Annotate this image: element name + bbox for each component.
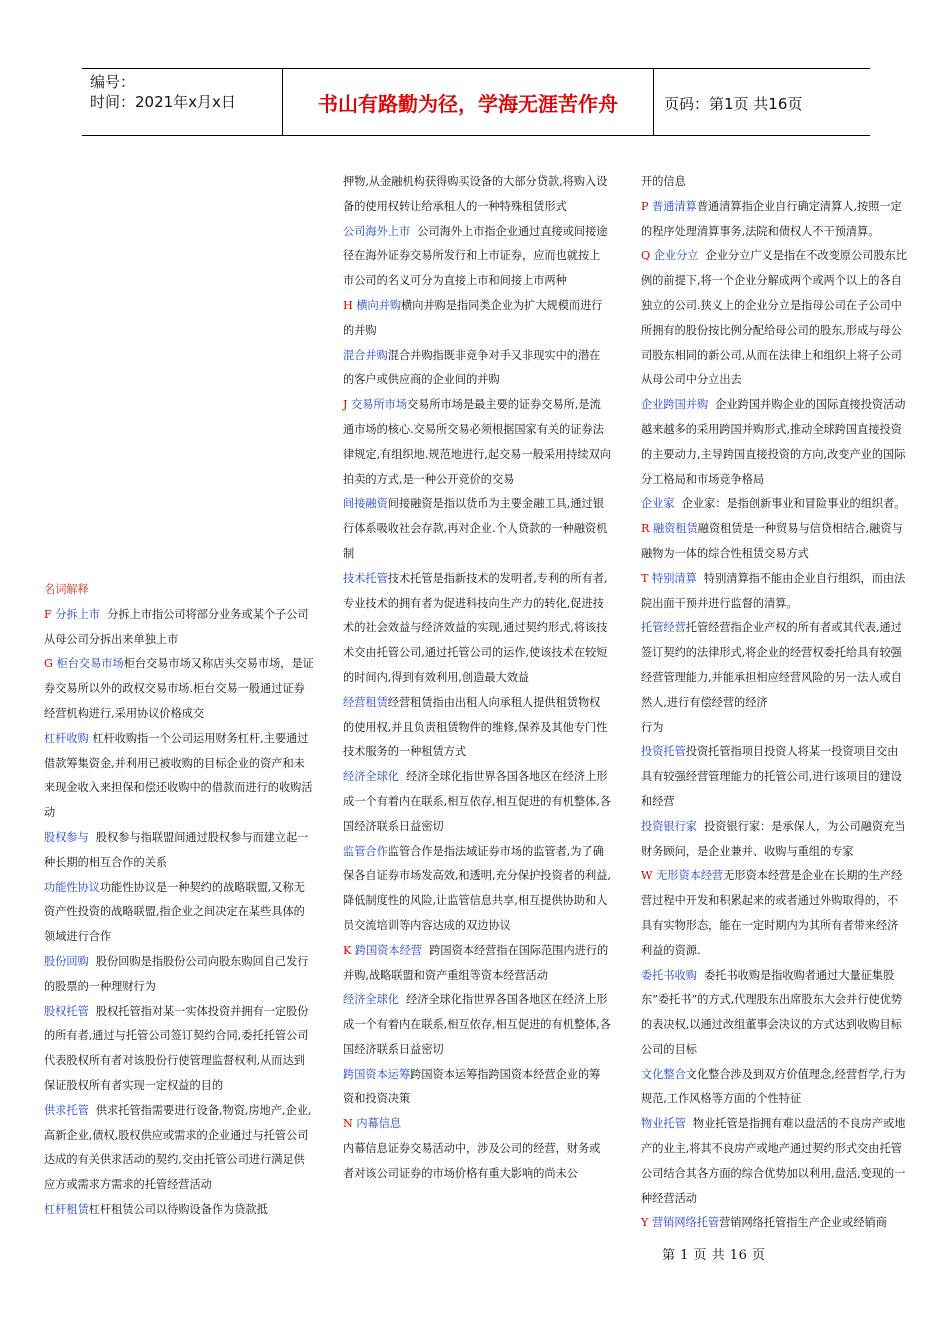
glossary-entry — [44, 603, 314, 653]
glossary-term: 混合并购 — [343, 348, 388, 362]
glossary-term: 杠杆租赁 — [44, 1202, 89, 1216]
glossary-definition: 投资托管指项目投资人将某一投资项目交由具有较强经营管理能力的托管公司,进行该项目的建设和经营 — [641, 745, 902, 808]
text-column-left — [44, 578, 314, 1223]
glossary-definition: 技术托管是指新技术的发明者,专利的所有者,专业技术的拥有者为促进科技向生产力的转化,促进技术的社会效益与经济效益的实现,通过契约形式,将该技术交由托管公司,通过托管公司的运作,使该技术在较短的时间内,得到有效利用,创造最大效益 — [343, 571, 608, 684]
glossary-definition: 特别清算指不能由企业自行组织，而由法院出面干预并进行监督的清算。 — [641, 571, 906, 610]
glossary-term: 股权参与 — [44, 830, 89, 844]
index-letter: R — [641, 522, 650, 536]
glossary-term: 技术托管 — [343, 571, 388, 585]
glossary-entry — [343, 691, 611, 765]
header-motto: 书山有路勤为径，学海无涯苦作舟 — [283, 69, 654, 135]
glossary-term: 物业托管 — [641, 1117, 686, 1131]
glossary-entry — [641, 567, 909, 617]
glossary-entry — [343, 220, 611, 294]
glossary-entry — [641, 195, 909, 245]
glossary-term: 企业家 — [641, 497, 675, 511]
glossary-definition: 托管经营指企业产权的所有者或其代表,通过签订契约的法律形式,将企业的经营权委托给具有较强经营管理能力,并能承担相应经营风险的另一法人或自然人,进行有偿经营的经济 — [641, 621, 902, 709]
document-header — [82, 68, 870, 136]
glossary-entry — [343, 939, 611, 989]
glossary-term: 投资托管 — [641, 745, 686, 759]
glossary-entry — [343, 393, 611, 492]
index-letter: Q — [641, 249, 651, 263]
glossary-entry — [641, 1063, 909, 1113]
glossary-term: 杠杆收购 — [44, 731, 89, 745]
glossary-term: 交易所市场 — [351, 398, 408, 412]
glossary-definition: 经济全球化指世界各国各地区在经济上形成一个有着内在联系,相互依存,相互促进的有机整体,各国经济联系日益密切 — [343, 770, 611, 833]
glossary-term: 间接融资 — [343, 497, 388, 511]
glossary-term: 普通清算 — [652, 199, 697, 213]
glossary-definition: 柜台交易市场又称店头交易市场，是证券交易所以外的政权交易市场.柜台交易一般通过证券经营机构进行,采用协议价格成交 — [44, 657, 314, 720]
glossary-definition: 营销网络托管指生产企业或经销商 — [719, 1216, 887, 1230]
glossary-definition: 股权托管指对某一实体投资并拥有一定股份的所有者,通过与托管公司签订契约合同,委托托管公司代表股权所有者对该股份行使管理监督权利,从而达到保证股权所有者实现一定权益的目的 — [44, 1004, 309, 1092]
index-letter: F — [44, 607, 52, 621]
glossary-definition: 物业托管是指拥有难以盘活的不良房产或地产的业主,将其不良房产或地产通过契约形式交由托管公司结合其各方面的综合优势加以利用,盘活,变现的一种经营活动 — [641, 1117, 906, 1205]
glossary-entry — [44, 652, 314, 726]
glossary-term: 经济全球化 — [343, 993, 399, 1007]
continued-text: 押物,从金融机构获得购买设备的大部分贷款,将购入设备的使用权转让给承租人的一种特殊租赁形式 — [343, 175, 608, 213]
document-number-label: 编号： — [90, 73, 136, 91]
page-footer: 第 1 页 共 16 页 — [662, 1248, 766, 1263]
glossary-definition: 经济全球化指世界各国各地区在经济上形成一个有着内在联系,相互依存,相互促进的有机整体,各国经济联系日益密切 — [343, 993, 611, 1056]
glossary-definition: 委托书收购是指收购者通过大量征集股东”委托书”的方式,代理股东出席股东大会并行使优势的表决权,以通过改组董事会决议的方式达到收购目标公司的目标 — [641, 968, 903, 1056]
index-letter: P — [641, 199, 649, 213]
glossary-term: 跨国资本运筹 — [343, 1067, 411, 1081]
glossary-term: 功能性协议 — [44, 880, 100, 894]
glossary-term: 无形资本经营 — [656, 869, 724, 883]
index-letter: Y — [641, 1216, 649, 1230]
glossary-term: 文化整合 — [641, 1067, 686, 1081]
glossary-entry — [343, 294, 611, 344]
glossary-term: 融资租赁 — [653, 522, 698, 536]
index-letter: G — [44, 657, 53, 671]
glossary-entry — [343, 840, 611, 939]
text-column-right — [641, 170, 909, 1236]
glossary-entry — [641, 964, 909, 1063]
glossary-definition: 功能性协议是一种契约的战略联盟,又称无资产性投资的战略联盟,指企业之间决定在某些具体的领域进行合作 — [44, 880, 305, 944]
glossary-definition: 监管合作是指法域证券市场的监管者,为了确保各自证券市场发高效,和透明,充分保护投资者的利益,降低制度性的风险,让监管信息共享,相互提供协助和人员交流培训等内容达成的双边协议 — [343, 844, 611, 932]
glossary-entry — [343, 765, 611, 839]
glossary-entry — [44, 950, 314, 1000]
document-time-label: 时间：2021年x月x日 — [90, 93, 236, 111]
text-column-middle — [343, 170, 611, 1187]
continued-text: 开的信息 — [641, 175, 686, 188]
glossary-entry — [343, 344, 611, 394]
glossary-definition: 供求托管指需要进行设备,物资,房地产,企业,高新企业,债权,股权供应或需求的企业通过与托管公司达成的有关供求活动的契约,交由托管公司进行满足供应方或需求方需求的托管经营活动 — [44, 1103, 312, 1192]
glossary-term: 企业分立 — [653, 249, 699, 263]
glossary-term: 横向并购 — [356, 298, 402, 312]
header-info-cell — [82, 69, 283, 135]
glossary-definition: 杠杆租赁公司以待购设备作为贷款抵 — [88, 1202, 268, 1216]
index-letter: J — [343, 398, 348, 412]
glossary-term: 经济全球化 — [343, 770, 399, 784]
glossary-definition: 跨国资本经营指在国际范围内进行的并购,战略联盟和资产重组等资本经营活动 — [343, 943, 609, 982]
glossary-definition: 横向并购是指同类企业为扩大规模而进行的并购 — [343, 298, 603, 337]
glossary-entry — [44, 876, 314, 950]
index-letter: T — [641, 571, 649, 585]
index-letter: N — [343, 1117, 353, 1131]
glossary-definition: 交易所市场是最主要的证券交易所,是流通市场的核心.交易所交易必须根据国家有关的证券法律规定,有组织地.规范地进行,起交易一般采用持续双向拍卖的方式,是一种公开竞价的交易 — [343, 398, 611, 486]
glossary-definition: 融资租赁是一种贸易与信贷相结合,融资与融物为一体的综合性租赁交易方式 — [641, 522, 903, 560]
glossary-definition: 公司海外上市指企业通过直接或间接途径在海外证券交易所发行和上市证券，应而也就按上市公司的名义可分为直接上市和间接上市两种 — [343, 224, 608, 288]
section-heading: 名词解释 — [44, 583, 89, 596]
glossary-entry — [641, 1112, 909, 1211]
glossary-term: 托管经营 — [641, 621, 686, 635]
glossary-definition: 企业分立广义是指在不改变原公司股东比例的前提下,将一个企业分解成两个或两个以上的各自独立的公司.狭义上的企业分立是指母公司在子公司中所拥有的股份按比例分配给母公司的股东,形成与母公司股东相同的新公司,从而在法律上和组织上将子公司从母公司中分立出去 — [641, 249, 908, 387]
glossary-definition: 投资银行家：是承保人，为公司融资充当财务顾问，是企业兼并、收购与重组的专家 — [641, 819, 906, 858]
glossary-term: 监管合作 — [343, 844, 388, 858]
glossary-entry — [343, 988, 611, 1062]
glossary-entry — [641, 244, 909, 393]
glossary-term: 分拆上市 — [55, 607, 101, 621]
glossary-term: 柜台交易市场 — [56, 657, 124, 671]
glossary-definition: 股权参与指联盟间通过股权参与而建立起一种长期的相互合作的关系 — [44, 830, 309, 869]
glossary-definition: 普通清算指企业自行确定清算人,按照一定的程序处理清算事务,法院和债权人不干预清算。 — [641, 199, 902, 238]
glossary-term: 供求托管 — [44, 1103, 89, 1117]
glossary-term: 营销网络托管 — [651, 1216, 720, 1230]
glossary-term: 内幕信息 — [356, 1117, 402, 1131]
glossary-term: 企业跨国并购 — [641, 398, 709, 412]
glossary-entry — [44, 1099, 314, 1198]
glossary-entry — [641, 492, 909, 517]
glossary-entry — [641, 815, 909, 865]
glossary-entry — [343, 1112, 611, 1137]
glossary-entry — [641, 1211, 909, 1236]
glossary-entry — [44, 1198, 314, 1223]
glossary-definition: 企业家：是指创新事业和冒险事业的组织者。 — [681, 497, 906, 511]
glossary-entry — [641, 517, 909, 567]
glossary-definition: 经营租赁指由出租人向承租人提供租赁物权的使用权,并且负责租赁物件的维修,保养及其他专门性技术服务的一种租赁方式 — [343, 695, 608, 759]
glossary-term: 特别清算 — [652, 571, 697, 585]
glossary-entry — [343, 1063, 611, 1113]
glossary-term: 跨国资本经营 — [354, 943, 423, 957]
glossary-entry — [641, 616, 909, 715]
glossary-entry — [44, 727, 314, 826]
glossary-entry — [44, 1000, 314, 1099]
glossary-entry — [641, 393, 909, 492]
header-page-label: 页码：第1页 共16页 — [664, 95, 803, 113]
glossary-term: 经营租赁 — [343, 695, 388, 709]
glossary-definition: 股份回购是指股份公司向股东购回自己发行的股票的一种理财行为 — [44, 954, 309, 993]
glossary-term: 股份回购 — [44, 954, 89, 968]
glossary-entry — [641, 864, 909, 963]
glossary-entry — [641, 740, 909, 814]
glossary-entry — [44, 826, 314, 876]
glossary-entry — [343, 567, 611, 691]
index-letter: W — [641, 869, 653, 883]
glossary-definition: 间接融资是指以货币为主要金融工具,通过银行体系吸收社会存款,再对企业.个人贷款的一种融资机制 — [343, 497, 608, 560]
glossary-definition: 分拆上市指公司将部分业务或某个子公司从母公司分拆出来单独上市 — [44, 607, 309, 646]
glossary-term: 股权托管 — [44, 1004, 89, 1018]
glossary-term: 公司海外上市 — [343, 224, 411, 238]
glossary-definition: 文化整合涉及到双方价值理念,经营哲学,行为规范,工作风格等方面的个性特征 — [641, 1067, 906, 1106]
continued-text: 行为 — [641, 720, 664, 734]
glossary-entry — [343, 492, 611, 566]
glossary-definition: 内幕信息证券交易活动中，涉及公司的经营，财务或者对该公司证券的市场价格有重大影响的尚未公 — [343, 1142, 601, 1180]
glossary-definition: 混合并购指既非竞争对手又非现实中的潜在的客户或供应商的企业间的并购 — [343, 348, 601, 387]
glossary-term: 投资银行家 — [641, 819, 697, 833]
index-letter: K — [343, 943, 352, 957]
glossary-definition: 杠杆收购指一个公司运用财务杠杆,主要通过借款筹集资金,并利用已被收购的目标企业的资产和未来现金收入来担保和偿还收购中的借款而进行的收购活动 — [44, 731, 313, 820]
glossary-definition: 跨国资本运筹指跨国资本经营企业的筹资和投资决策 — [343, 1067, 601, 1106]
glossary-term: 委托书收购 — [641, 968, 697, 982]
glossary-definition: 无形资本经营是企业在长期的生产经营过程中开发和积累起来的或者通过外购取得的，不具有实物形态，能在一定时期内为其所有者带来经济利益的资源. — [641, 869, 903, 957]
index-letter: H — [343, 298, 353, 312]
glossary-definition: 企业跨国并购企业的国际直接投资活动越来越多的采用跨国并购形式,推动全球跨国直接投资的主要动力,主导跨国直接投资的方向,改变产业的国际分工格局和市场竞争格局 — [641, 398, 906, 486]
